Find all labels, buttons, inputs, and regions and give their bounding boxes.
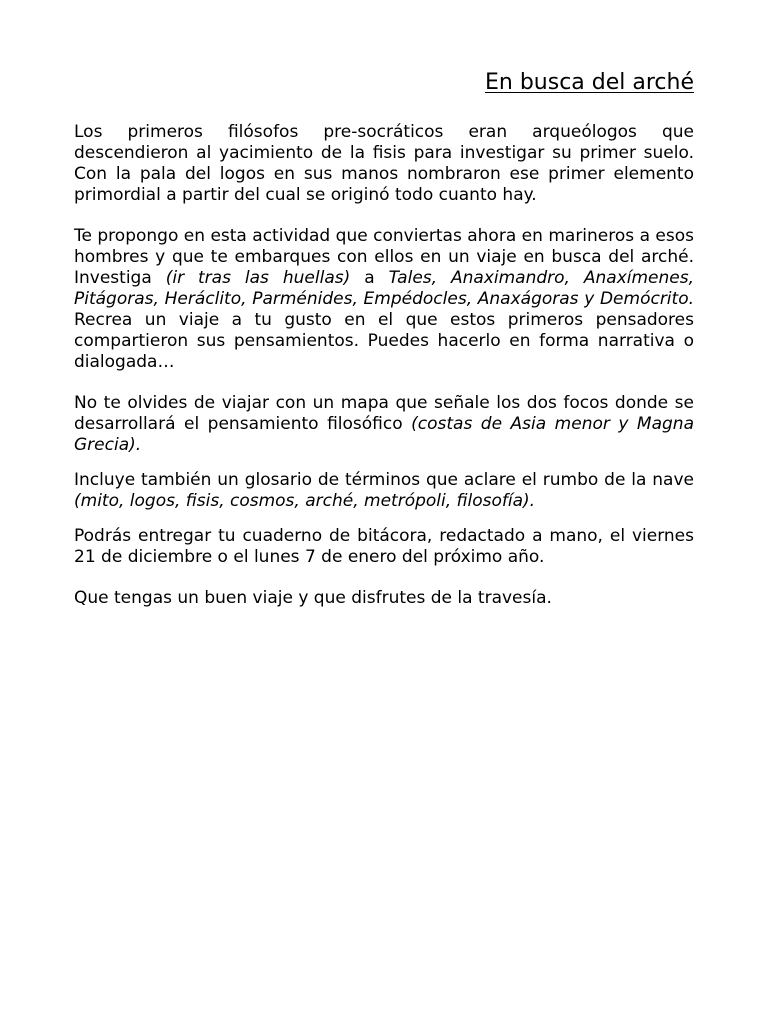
activity-text-3: Recrea un viaje a tu gusto en el que estos primeros pensadores compartieron sus pensamientos. Puedes hacerlo en forma narrativa o dialogada…: [74, 310, 694, 372]
paragraph-activity: [74, 226, 694, 373]
activity-note: (ir tras las huellas): [165, 268, 351, 288]
document-page: [74, 68, 694, 609]
document-title: En busca del arché: [485, 70, 694, 95]
paragraph-intro: Los primeros filósofos pre-socráticos eran arqueólogos que descendieron al yacimiento de la fisis para investigar su primer suelo. Con la pala del logos en sus manos nombraron ese primer elemento primordial a partir del cual se originó todo cuanto hay.: [74, 122, 694, 205]
paragraph-delivery: Podrás entregar tu cuaderno de bitácora, redactado a mano, el viernes 21 de diciembre o el lunes 7 de enero del próximo año.: [74, 526, 694, 567]
glossary-terms: (mito, logos, fisis, cosmos, arché, metrópoli, filosofía).: [74, 491, 536, 511]
paragraph-glossary: [74, 470, 694, 512]
map-regions: (costas de Asia menor y Magna Grecia).: [74, 414, 694, 455]
paragraph-closing: Que tengas un buen viaje y que disfrutes de la travesía.: [74, 588, 552, 608]
paragraph-map: [74, 393, 694, 456]
activity-text-2: a: [350, 268, 389, 288]
map-text: No te olvides de viajar con un mapa que señale los dos focos donde se desarrollará el pensamiento filosófico: [74, 393, 694, 434]
activity-text-1: Te propongo en esta actividad que conviertas ahora en marineros a esos hombres y que te embarques con ellos en un viaje en busca del arché. Investiga: [74, 226, 694, 288]
philosophers-list: Tales, Anaximandro, Anaxímenes, Pitágoras, Heráclito, Parménides, Empédocles, Anaxágoras y Demócrito.: [74, 268, 695, 309]
glossary-text: Incluye también un glosario de términos que aclare el rumbo de la nave: [74, 470, 694, 490]
